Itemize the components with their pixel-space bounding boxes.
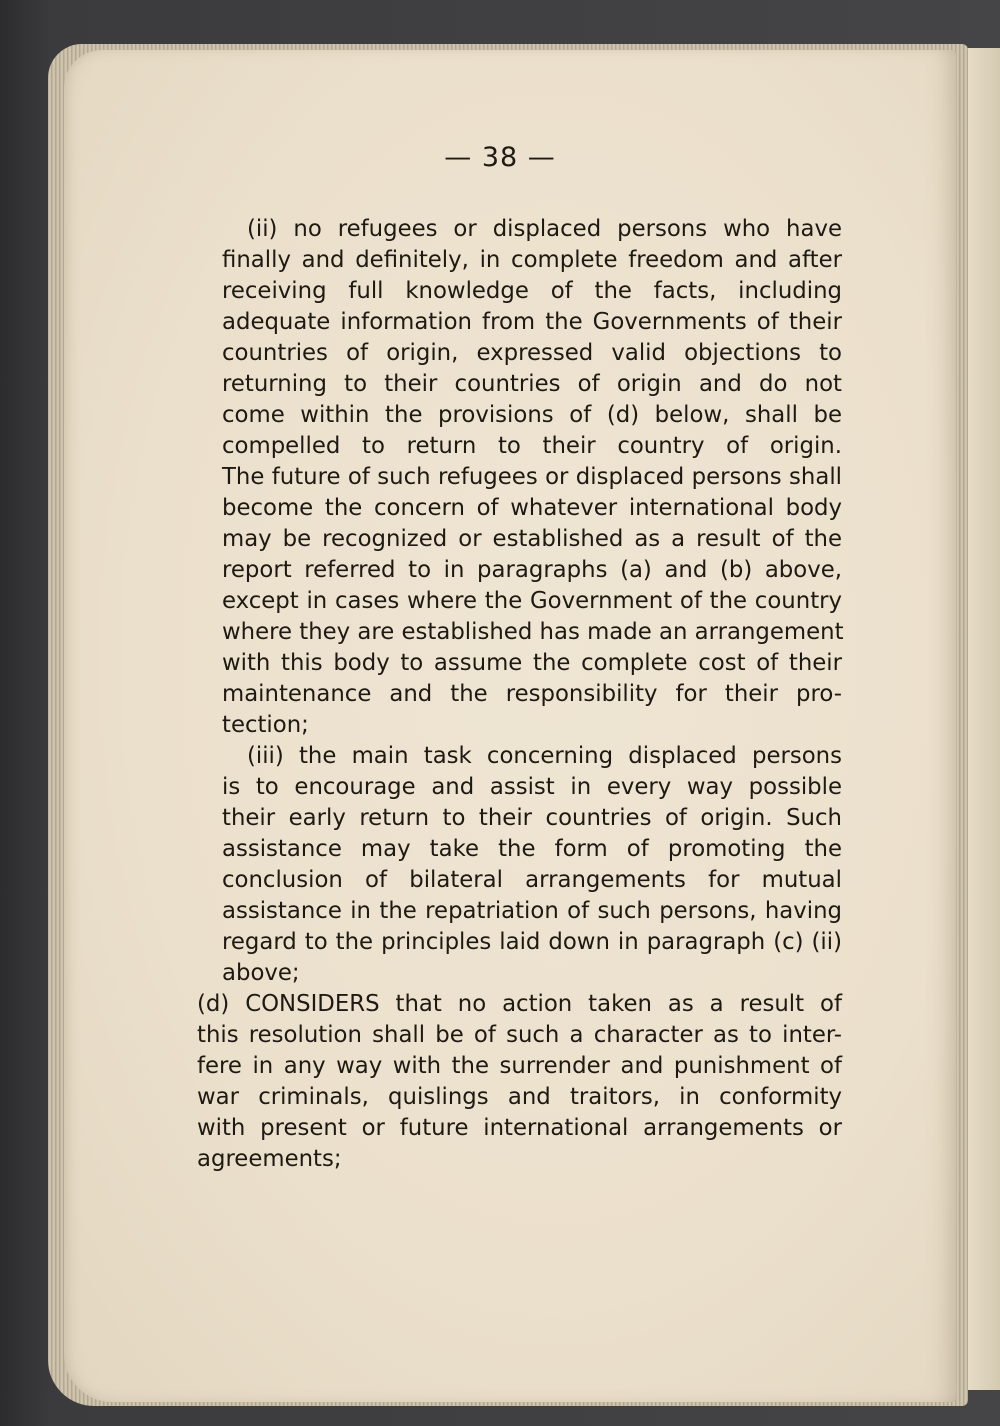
text-line: (iii) the main task concerning displaced persons	[247, 743, 842, 769]
text-line: receiving full knowledge of the facts, including	[222, 278, 842, 304]
text-line: with present or future international arrangements or	[197, 1115, 842, 1141]
text-line: become the concern of whatever international body	[222, 495, 842, 521]
paragraph-iii	[222, 741, 842, 989]
text-line: compelled to return to their country of origin.	[222, 433, 842, 459]
text-line: (d) CONSIDERS that no action taken as a result of	[197, 991, 842, 1017]
text-line: maintenance and the responsibility for their pro-	[222, 681, 842, 707]
text-line: conclusion of bilateral arrangements for mutual	[222, 867, 842, 893]
page-body	[197, 214, 844, 1175]
paragraph-ii	[222, 214, 842, 741]
text-line: The future of such refugees or displaced persons shall	[222, 464, 842, 490]
text-line: with this body to assume the complete cost of their	[222, 650, 842, 676]
text-line: agreements;	[197, 1146, 342, 1172]
text-line: tection;	[222, 712, 309, 738]
text-line: this resolution shall be of such a character as to inter-	[197, 1022, 842, 1048]
text-line: adequate information from the Governments of their	[222, 309, 842, 335]
text-line: assistance in the repatriation of such persons, having	[222, 898, 842, 924]
text-line: may be recognized or established as a result of the	[222, 526, 842, 552]
text-line: returning to their countries of origin and do not	[222, 371, 842, 397]
text-line: above;	[222, 960, 300, 986]
text-line: regard to the principles laid down in paragraph (c) (ii)	[222, 929, 842, 955]
text-line: report referred to in paragraphs (a) and (b) above,	[222, 557, 842, 583]
text-line: except in cases where the Government of the country	[222, 588, 842, 614]
text-line: their early return to their countries of origin. Such	[222, 805, 842, 831]
text-line: (ii) no refugees or displaced persons who have	[247, 216, 842, 242]
text-line: fere in any way with the surrender and punishment of	[197, 1053, 842, 1079]
page-number: — 38 —	[444, 142, 556, 173]
text-line: come within the provisions of (d) below, shall be	[222, 402, 842, 428]
text-line: finally and definitely, in complete freedom and after	[222, 247, 842, 273]
paragraph-d	[197, 989, 842, 1175]
text-line: war criminals, quislings and traitors, in conformity	[197, 1084, 842, 1110]
text-line: where they are established has made an arrangement	[222, 619, 844, 645]
text-line: is to encourage and assist in every way possible	[222, 774, 842, 800]
text-line: assistance may take the form of promoting the	[222, 836, 842, 862]
text-line: countries of origin, expressed valid objections to	[222, 340, 842, 366]
